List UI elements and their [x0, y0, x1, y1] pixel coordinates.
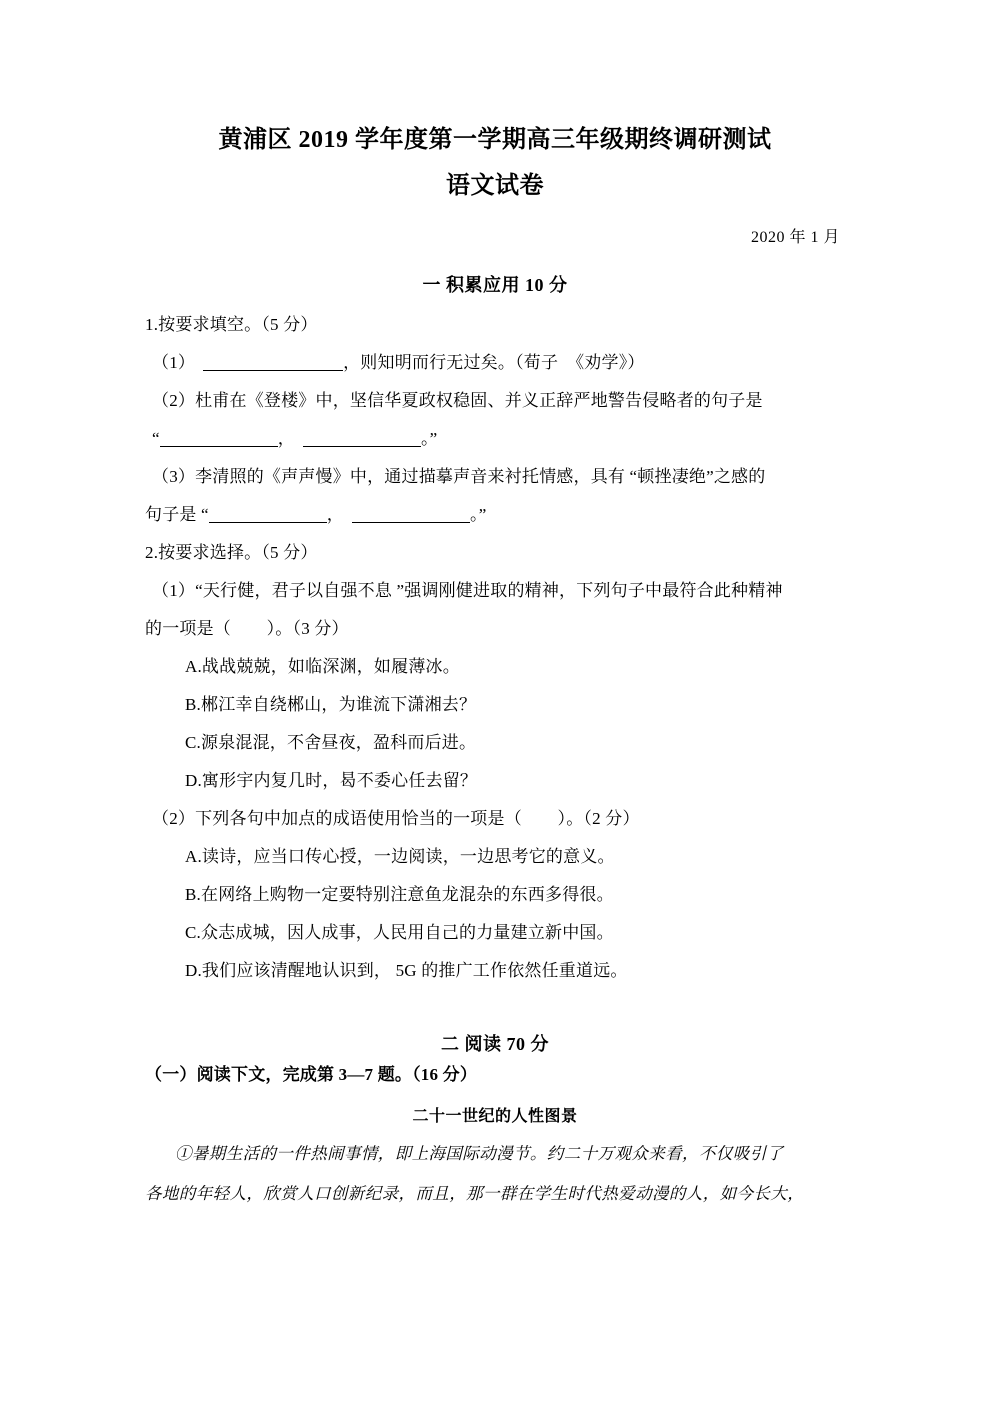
question-2-sub-1-option-d[interactable]: D.寓形宇内复几时，曷不委心任去留？	[185, 771, 478, 790]
answer-blank[interactable]	[203, 354, 343, 371]
article-title: 二十一世纪的人性图景	[412, 1108, 578, 1125]
question-2-sub-2-line-1: （2）下列各句中加点的成语使用恰当的一项是（ ）。（2 分）	[152, 809, 640, 828]
question-2-sub-1-line-2: 的一项是（ ）。（3 分）	[145, 619, 349, 638]
question-2-sub-1-option-b[interactable]: B.郴江幸自绕郴山，为谁流下潇湘去？	[185, 695, 477, 714]
question-1-item-3-line-2	[145, 496, 845, 534]
answer-blank[interactable]	[160, 430, 278, 447]
page-content	[145, 0, 845, 1214]
article-paragraph-1-line-2: 各地的年轻人，欣赏人口创新纪录，而且，那一群在学生时代热爱动漫的人，如今长大，	[145, 1184, 805, 1203]
article-paragraph-1-line-1: ①暑期生活的一件热闹事情，即上海国际动漫节。约二十万观众来看，不仅吸引了	[175, 1144, 784, 1163]
question-1-item-3-prefix: 句子是 “	[145, 505, 209, 524]
question-2-sub-2-option-c[interactable]: C.众志成城，因人成事，人民用自己的力量建立新中国。	[185, 923, 614, 942]
question-2-stem: 2.按要求选择。（5 分）	[145, 543, 318, 562]
question-1-item-1-text: ，则知明而行无过矣。（荀子 《劝学》）	[343, 353, 645, 372]
question-1-item-2-line-2	[145, 420, 845, 458]
question-2-sub-1-line-1: （1）“天行健，君子以自强不息 ”强调刚健进取的精神，下列句子中最符合此种精神	[152, 581, 783, 600]
question-2-sub-2-option-b[interactable]: B.在网络上购物一定要特别注意鱼龙混杂的东西多得很。	[185, 885, 614, 904]
question-1-item-1-label: （1）	[152, 353, 196, 372]
question-1-item-1	[145, 344, 845, 382]
answer-blank[interactable]	[303, 430, 421, 447]
answer-blank[interactable]	[209, 506, 327, 523]
answer-blank[interactable]	[352, 506, 470, 523]
question-1-item-2-line-1: （2）杜甫在《登楼》中，坚信华夏政权稳固、并义正辞严地警告侵略者的句子是	[152, 391, 763, 410]
section-one-heading: 一 积累应用 10 分	[422, 275, 568, 295]
exam-date: 2020 年 1 月	[750, 229, 840, 246]
close-quote-mark: 。”	[420, 429, 438, 448]
section-two-heading: 二 阅读 70 分	[441, 1034, 549, 1054]
blank-separator: ，	[277, 429, 295, 448]
page-subtitle: 语文试卷	[446, 173, 544, 199]
open-quote-mark: “	[152, 429, 160, 448]
page-title: 黄浦区 2019 学年度第一学期高三年级期终调研测试	[218, 127, 772, 153]
blank-separator: ，	[326, 505, 344, 524]
question-1-stem: 1.按要求填空。（5 分）	[145, 315, 318, 334]
reading-part-one-instruction: （一）阅读下文，完成第 3—7 题。（16 分）	[145, 1065, 478, 1084]
close-quote-mark: 。”	[470, 505, 487, 524]
question-2-sub-2-option-a[interactable]: A.读诗，应当口传心授，一边阅读，一边思考它的意义。	[185, 847, 615, 866]
question-2-sub-1-option-c[interactable]: C.源泉混混，不舍昼夜，盈科而后进。	[185, 733, 477, 752]
question-2-sub-1-option-a[interactable]: A.战战兢兢，如临深渊，如履薄冰。	[185, 657, 460, 676]
question-1-item-3-line-1: （3）李清照的《声声慢》中，通过描摹声音来衬托情感，具有 “顿挫凄绝”之感的	[152, 467, 766, 486]
question-2-sub-2-option-d[interactable]: D.我们应该清醒地认识到， 5G 的推广工作依然任重道远。	[185, 961, 628, 980]
